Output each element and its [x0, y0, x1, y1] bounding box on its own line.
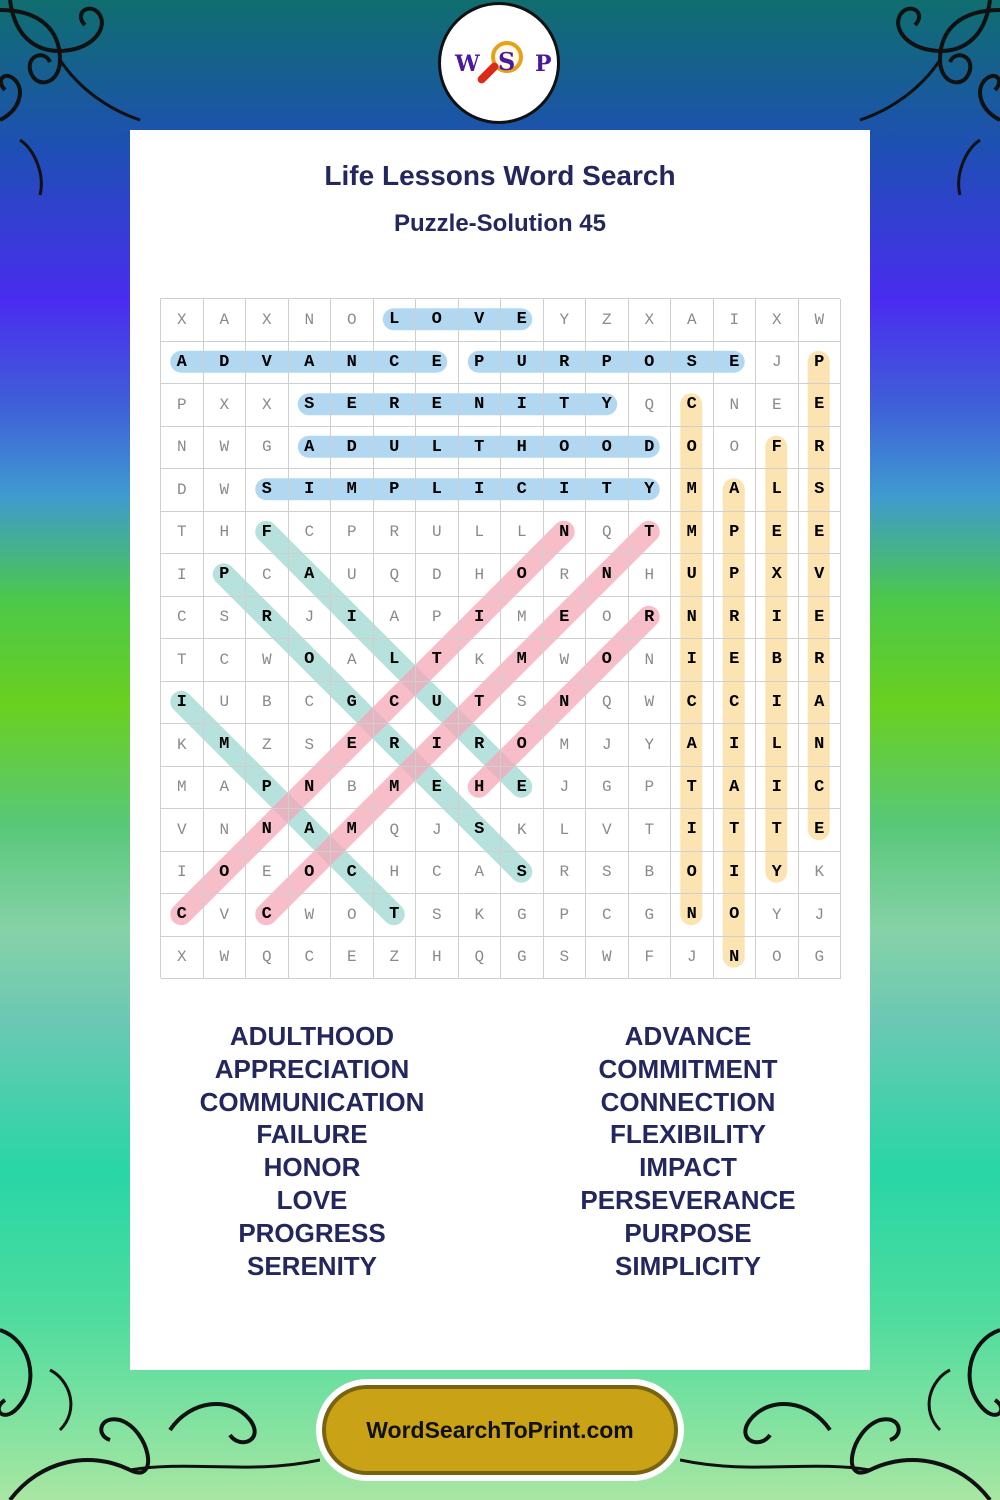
grid-cell[interactable]: I — [756, 682, 799, 725]
grid-cell[interactable]: D — [416, 554, 459, 597]
grid-cell[interactable]: G — [629, 894, 672, 937]
grid-cell[interactable]: S — [671, 342, 714, 385]
grid-cell[interactable]: A — [289, 554, 332, 597]
grid-cell[interactable]: C — [671, 384, 714, 427]
grid-cell[interactable]: R — [374, 512, 417, 555]
grid-cell[interactable]: X — [629, 299, 672, 342]
grid-cell[interactable]: I — [459, 469, 502, 512]
grid-cell[interactable]: I — [331, 597, 374, 640]
grid-cell[interactable]: T — [161, 512, 204, 555]
grid-cell[interactable]: T — [374, 894, 417, 937]
grid-cell[interactable]: E — [331, 384, 374, 427]
grid-cell[interactable]: N — [289, 767, 332, 810]
grid-cell[interactable]: R — [714, 597, 757, 640]
grid-cell[interactable]: O — [289, 639, 332, 682]
grid-cell[interactable]: O — [756, 937, 799, 980]
grid-cell[interactable]: I — [756, 767, 799, 810]
grid-cell[interactable]: E — [714, 639, 757, 682]
grid-cell[interactable]: H — [374, 852, 417, 895]
grid-cell[interactable]: O — [501, 554, 544, 597]
grid-cell[interactable]: O — [586, 427, 629, 470]
grid-cell[interactable]: W — [204, 937, 247, 980]
word-list-item: LOVE — [276, 1184, 348, 1215]
letter-grid — [160, 298, 840, 978]
grid-cell[interactable]: R — [459, 724, 502, 767]
grid-cell[interactable]: Y — [756, 894, 799, 937]
grid-cell[interactable]: Y — [756, 852, 799, 895]
grid-cell[interactable]: K — [459, 639, 502, 682]
grid-cell[interactable]: E — [799, 597, 842, 640]
word-list-item: ADULTHOOD — [229, 1021, 395, 1051]
grid-cell[interactable]: A — [204, 767, 247, 810]
logo-letter: P — [535, 51, 552, 77]
grid-cell[interactable]: I — [714, 852, 757, 895]
grid-cell[interactable]: O — [331, 299, 374, 342]
grid-cell[interactable]: T — [544, 384, 587, 427]
grid-cell[interactable]: T — [714, 809, 757, 852]
grid-cell[interactable]: I — [161, 554, 204, 597]
grid-cell[interactable]: C — [289, 512, 332, 555]
grid-cell[interactable]: R — [799, 639, 842, 682]
grid-cell[interactable]: P — [374, 469, 417, 512]
grid-cell[interactable]: J — [671, 937, 714, 980]
grid-cell[interactable]: W — [204, 469, 247, 512]
grid-cell[interactable]: B — [756, 639, 799, 682]
word-list-item: HONOR — [263, 1152, 361, 1183]
grid-cell[interactable]: P — [459, 342, 502, 385]
grid-cell[interactable]: G — [586, 767, 629, 810]
grid-cell[interactable]: E — [756, 384, 799, 427]
word-list-item: PERSEVERANCE — [580, 1184, 796, 1215]
grid-cell[interactable]: T — [459, 427, 502, 470]
grid-cell[interactable]: R — [544, 342, 587, 385]
grid-cell[interactable]: C — [161, 597, 204, 640]
grid-cell[interactable]: M — [374, 767, 417, 810]
grid-cell[interactable]: P — [586, 342, 629, 385]
grid-cell[interactable]: A — [289, 809, 332, 852]
grid-cell[interactable]: U — [204, 682, 247, 725]
grid-cell[interactable]: W — [289, 894, 332, 937]
grid-cell[interactable]: L — [459, 512, 502, 555]
grid-cell[interactable]: S — [246, 469, 289, 512]
grid-cell[interactable]: O — [501, 724, 544, 767]
grid-cell[interactable]: O — [204, 852, 247, 895]
grid-cell[interactable]: C — [501, 469, 544, 512]
grid-cell[interactable]: A — [714, 469, 757, 512]
grid-cell[interactable]: R — [629, 597, 672, 640]
grid-cell[interactable]: C — [714, 682, 757, 725]
grid-cell[interactable]: M — [331, 809, 374, 852]
grid-cell[interactable]: O — [544, 427, 587, 470]
grid-cell[interactable]: C — [374, 342, 417, 385]
grid-cell[interactable]: C — [161, 894, 204, 937]
grid-cell[interactable]: L — [501, 512, 544, 555]
grid-cell[interactable]: R — [544, 852, 587, 895]
grid-cell[interactable]: X — [204, 384, 247, 427]
word-list-item: COMMUNICATION — [199, 1086, 425, 1117]
grid-cell[interactable]: K — [501, 809, 544, 852]
grid-cell[interactable]: Y — [629, 469, 672, 512]
grid-cell[interactable]: I — [714, 299, 757, 342]
grid-cell[interactable]: Y — [544, 299, 587, 342]
grid-cell[interactable]: E — [756, 512, 799, 555]
grid-cell[interactable]: D — [629, 427, 672, 470]
grid-cell[interactable]: X — [246, 384, 289, 427]
grid-cell[interactable]: A — [289, 342, 332, 385]
grid-cell[interactable]: C — [246, 894, 289, 937]
grid-cell[interactable]: M — [204, 724, 247, 767]
grid-cell[interactable]: P — [416, 597, 459, 640]
grid-cell[interactable]: V — [246, 342, 289, 385]
grid-cell[interactable]: J — [586, 724, 629, 767]
grid-cell[interactable]: A — [289, 427, 332, 470]
grid-cell[interactable]: K — [161, 724, 204, 767]
grid-cell[interactable]: A — [161, 342, 204, 385]
grid-cell[interactable]: S — [799, 469, 842, 512]
word-list-item: IMPACT — [639, 1152, 737, 1183]
grid-cell[interactable]: I — [544, 469, 587, 512]
word-list-item: PROGRESS — [238, 1217, 386, 1248]
grid-cell[interactable]: P — [714, 554, 757, 597]
grid-cell[interactable]: E — [246, 852, 289, 895]
grid-cell[interactable]: N — [671, 597, 714, 640]
grid-cell[interactable]: O — [586, 597, 629, 640]
grid-cell[interactable]: Q — [374, 809, 417, 852]
grid-cell[interactable]: N — [544, 682, 587, 725]
grid-cell[interactable]: R — [374, 724, 417, 767]
grid-cell[interactable]: V — [799, 554, 842, 597]
grid-cell[interactable]: P — [544, 894, 587, 937]
grid-cell[interactable]: Q — [586, 682, 629, 725]
grid-cell[interactable]: A — [714, 767, 757, 810]
grid-cell[interactable]: L — [756, 469, 799, 512]
grid-cell[interactable]: U — [671, 554, 714, 597]
grid-cell[interactable]: I — [161, 852, 204, 895]
grid-cell[interactable]: E — [416, 767, 459, 810]
grid-cell[interactable]: I — [714, 724, 757, 767]
grid-cell[interactable]: K — [459, 894, 502, 937]
grid-cell[interactable]: E — [501, 299, 544, 342]
grid-cell[interactable]: X — [756, 299, 799, 342]
grid-cell[interactable]: S — [501, 682, 544, 725]
grid-cell[interactable]: I — [459, 597, 502, 640]
grid-cell[interactable]: M — [331, 469, 374, 512]
grid-cell[interactable]: V — [204, 894, 247, 937]
grid-cell[interactable]: B — [629, 852, 672, 895]
word-list-item: FLEXIBILITY — [610, 1119, 766, 1150]
grid-cell[interactable]: L — [544, 809, 587, 852]
grid-cell[interactable]: W — [204, 427, 247, 470]
grid-cell[interactable]: P — [204, 554, 247, 597]
grid-cell[interactable]: D — [204, 342, 247, 385]
grid-cell[interactable]: S — [501, 852, 544, 895]
grid-cell[interactable]: D — [161, 469, 204, 512]
grid-cell[interactable]: V — [586, 809, 629, 852]
word-list-item: APPRECIATION — [214, 1053, 410, 1084]
grid-cell[interactable]: P — [629, 767, 672, 810]
grid-cell[interactable]: J — [799, 894, 842, 937]
grid-cell[interactable]: R — [799, 427, 842, 470]
word-list-right — [468, 1020, 908, 1282]
grid-cell[interactable]: L — [416, 469, 459, 512]
grid-cell[interactable]: T — [756, 809, 799, 852]
grid-cell[interactable]: X — [161, 299, 204, 342]
grid-cell[interactable]: U — [416, 512, 459, 555]
grid-cell[interactable]: X — [756, 554, 799, 597]
grid-cell[interactable]: C — [289, 937, 332, 980]
grid-cell[interactable]: E — [501, 767, 544, 810]
grid-cell[interactable]: G — [501, 894, 544, 937]
grid-cell[interactable]: J — [544, 767, 587, 810]
grid-cell[interactable]: S — [289, 384, 332, 427]
grid-cell[interactable]: R — [246, 597, 289, 640]
grid-cell[interactable]: V — [459, 299, 502, 342]
grid-cell[interactable]: N — [246, 809, 289, 852]
word-list-item: PURPOSE — [624, 1217, 752, 1248]
grid-cell[interactable]: P — [161, 384, 204, 427]
grid-cell[interactable]: I — [416, 724, 459, 767]
grid-cell[interactable]: G — [501, 937, 544, 980]
grid-cell[interactable]: T — [586, 469, 629, 512]
grid-cell[interactable]: Y — [586, 384, 629, 427]
grid-cell[interactable]: X — [246, 299, 289, 342]
grid-cell[interactable]: N — [714, 384, 757, 427]
grid-cell[interactable]: B — [246, 682, 289, 725]
grid-cell[interactable]: W — [629, 682, 672, 725]
grid-cell[interactable]: H — [416, 937, 459, 980]
logo-letter: S — [498, 47, 516, 76]
grid-cell[interactable]: U — [374, 427, 417, 470]
grid-cell[interactable]: D — [331, 427, 374, 470]
word-list-item: ADVANCE — [624, 1021, 752, 1051]
grid-cell[interactable]: C — [289, 682, 332, 725]
grid-cell[interactable]: A — [331, 639, 374, 682]
grid-cell[interactable]: H — [459, 767, 502, 810]
grid-cell[interactable]: I — [671, 639, 714, 682]
grid-cell[interactable]: L — [374, 299, 417, 342]
grid-cell[interactable]: T — [671, 767, 714, 810]
page-subtitle: Puzzle-Solution 45 — [393, 210, 606, 237]
grid-cell[interactable]: H — [204, 512, 247, 555]
grid-cell[interactable]: S — [544, 937, 587, 980]
grid-cell[interactable]: E — [416, 384, 459, 427]
grid-cell[interactable]: C — [204, 639, 247, 682]
grid-cell[interactable]: N — [204, 809, 247, 852]
grid-cell[interactable]: L — [756, 724, 799, 767]
grid-cell[interactable]: R — [374, 384, 417, 427]
grid-cell[interactable]: U — [416, 682, 459, 725]
grid-cell[interactable]: T — [416, 639, 459, 682]
grid-cell[interactable]: H — [501, 427, 544, 470]
word-list-item: SIMPLICITY — [615, 1250, 761, 1281]
grid-cell[interactable]: T — [629, 809, 672, 852]
grid-cell[interactable]: F — [629, 937, 672, 980]
word-search-grid — [160, 298, 840, 978]
grid-cell[interactable]: S — [289, 724, 332, 767]
grid-cell[interactable]: Z — [586, 299, 629, 342]
word-list-item: FAILURE — [256, 1119, 368, 1150]
grid-cell[interactable]: N — [289, 299, 332, 342]
grid-cell[interactable]: P — [714, 512, 757, 555]
grid-cell[interactable]: V — [161, 809, 204, 852]
grid-cell[interactable]: A — [671, 299, 714, 342]
grid-cell[interactable]: Q — [246, 937, 289, 980]
grid-cell[interactable]: C — [246, 554, 289, 597]
grid-cell[interactable]: M — [671, 469, 714, 512]
grid-cell[interactable]: I — [671, 809, 714, 852]
grid-cell[interactable]: W — [544, 639, 587, 682]
grid-cell[interactable]: G — [799, 937, 842, 980]
grid-cell[interactable]: A — [374, 597, 417, 640]
grid-cell[interactable]: C — [586, 894, 629, 937]
grid-cell[interactable]: N — [629, 639, 672, 682]
grid-cell[interactable]: Z — [246, 724, 289, 767]
grid-cell[interactable]: F — [246, 512, 289, 555]
grid-cell[interactable]: T — [459, 682, 502, 725]
grid-cell[interactable]: M — [501, 597, 544, 640]
grid-cell[interactable]: R — [544, 554, 587, 597]
grid-cell[interactable]: C — [671, 682, 714, 725]
wsp-logo[interactable] — [438, 2, 560, 124]
word-list-item: COMMITMENT — [598, 1053, 778, 1084]
grid-cell[interactable]: I — [289, 469, 332, 512]
grid-cell[interactable]: E — [714, 342, 757, 385]
grid-cell[interactable]: E — [799, 809, 842, 852]
grid-cell[interactable]: O — [629, 342, 672, 385]
grid-cell[interactable]: E — [544, 597, 587, 640]
grid-cell[interactable]: Z — [374, 937, 417, 980]
grid-cell[interactable]: C — [799, 767, 842, 810]
grid-cell[interactable]: E — [799, 384, 842, 427]
grid-cell[interactable]: G — [331, 682, 374, 725]
grid-cell[interactable]: Q — [629, 384, 672, 427]
grid-cell[interactable]: W — [799, 299, 842, 342]
grid-cell[interactable]: E — [331, 937, 374, 980]
grid-cell[interactable]: A — [671, 724, 714, 767]
grid-cell[interactable]: P — [799, 342, 842, 385]
grid-cell[interactable]: M — [161, 767, 204, 810]
grid-cell[interactable]: J — [756, 342, 799, 385]
grid-cell[interactable]: H — [459, 554, 502, 597]
grid-cell[interactable]: E — [331, 724, 374, 767]
grid-cell[interactable]: T — [629, 512, 672, 555]
word-list-left — [92, 1020, 532, 1282]
grid-cell[interactable]: O — [331, 894, 374, 937]
grid-cell[interactable]: C — [374, 682, 417, 725]
grid-cell[interactable]: E — [799, 512, 842, 555]
grid-cell[interactable]: W — [586, 937, 629, 980]
grid-cell[interactable]: N — [671, 894, 714, 937]
grid-cell[interactable]: N — [544, 512, 587, 555]
grid-cell[interactable]: N — [331, 342, 374, 385]
grid-cell[interactable]: A — [799, 682, 842, 725]
website-button[interactable]: WordSearchToPrint.com — [322, 1385, 678, 1475]
grid-cell[interactable]: O — [671, 427, 714, 470]
grid-cell[interactable]: I — [501, 384, 544, 427]
grid-cell[interactable]: Q — [586, 512, 629, 555]
grid-cell[interactable]: I — [161, 682, 204, 725]
grid-cell[interactable]: P — [246, 767, 289, 810]
grid-cell[interactable]: C — [416, 852, 459, 895]
grid-cell[interactable]: W — [246, 639, 289, 682]
grid-cell[interactable]: Q — [374, 554, 417, 597]
grid-cell[interactable]: S — [586, 852, 629, 895]
grid-cell[interactable]: S — [459, 809, 502, 852]
grid-cell[interactable]: J — [416, 809, 459, 852]
grid-cell[interactable]: K — [799, 852, 842, 895]
grid-cell[interactable]: N — [586, 554, 629, 597]
grid-cell[interactable]: L — [374, 639, 417, 682]
grid-cell[interactable]: C — [331, 852, 374, 895]
grid-cell[interactable]: Y — [629, 724, 672, 767]
grid-cell[interactable]: B — [331, 767, 374, 810]
grid-cell[interactable]: I — [756, 597, 799, 640]
grid-cell[interactable]: M — [544, 724, 587, 767]
word-list-item: SERENITY — [246, 1250, 378, 1281]
grid-cell[interactable]: N — [714, 937, 757, 980]
grid-cell[interactable]: M — [671, 512, 714, 555]
grid-cell[interactable]: U — [501, 342, 544, 385]
grid-cell[interactable]: O — [671, 852, 714, 895]
page-title: Life Lessons Word Search — [324, 160, 676, 191]
grid-cell[interactable]: P — [331, 512, 374, 555]
grid-cell[interactable]: M — [501, 639, 544, 682]
grid-cell[interactable]: X — [161, 937, 204, 980]
grid-cell[interactable]: N — [161, 427, 204, 470]
grid-cell[interactable]: O — [289, 852, 332, 895]
grid-cell[interactable]: E — [416, 342, 459, 385]
grid-cell[interactable]: L — [416, 427, 459, 470]
word-list-item: CONNECTION — [600, 1086, 776, 1117]
grid-cell[interactable]: Q — [459, 937, 502, 980]
grid-cell[interactable]: N — [799, 724, 842, 767]
grid-cell[interactable]: O — [586, 639, 629, 682]
grid-cell[interactable]: F — [756, 427, 799, 470]
grid-cell[interactable]: O — [714, 427, 757, 470]
grid-cell[interactable]: O — [714, 894, 757, 937]
grid-cell[interactable]: A — [459, 852, 502, 895]
grid-cell[interactable]: A — [204, 299, 247, 342]
grid-cell[interactable]: H — [629, 554, 672, 597]
grid-cell[interactable]: J — [289, 597, 332, 640]
grid-cell[interactable]: N — [459, 384, 502, 427]
grid-cell[interactable]: T — [161, 639, 204, 682]
logo-letter: W — [455, 51, 480, 77]
grid-cell[interactable]: O — [416, 299, 459, 342]
grid-cell[interactable]: G — [246, 427, 289, 470]
grid-cell[interactable]: U — [331, 554, 374, 597]
grid-cell[interactable]: S — [204, 597, 247, 640]
grid-cell[interactable]: S — [416, 894, 459, 937]
